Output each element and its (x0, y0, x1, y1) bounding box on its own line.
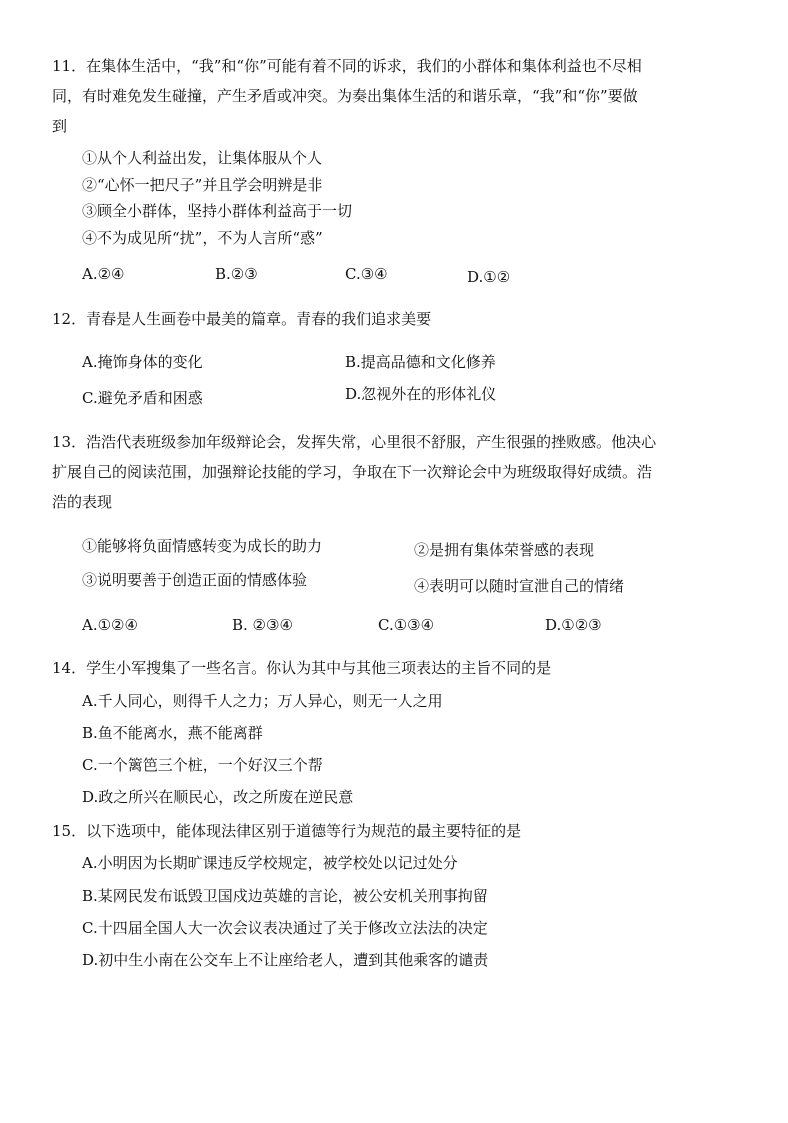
q15-option-b: B.某网民发布诋毁卫国戍边英雄的言论，被公安机关刑事拘留 (82, 887, 488, 905)
q11-option-c: C.③④ (345, 265, 388, 283)
q13-option-d: D.①②③ (545, 616, 602, 634)
q12-option-b: B.提高品德和文化修养 (345, 353, 496, 371)
q12-stem: 12．青春是人生画卷中最美的篇章。青春的我们追求美要 (52, 310, 432, 328)
q13-option-c: C.①③④ (378, 616, 435, 634)
q13-option-b: B. ②③④ (232, 616, 293, 634)
q13-statement-2: ②是拥有集体荣誉感的表现 (414, 541, 595, 559)
q11-stem-line-1: 11．在集体生活中，“我”和“你”可能有着不同的诉求，我们的小群体和集体利益也不尽相 (52, 57, 642, 75)
q11-statement-4: ④不为成见所“扰”，不为人言所“惑” (82, 229, 323, 247)
q14-option-d: D.政之所兴在顺民心，改之所废在逆民意 (82, 788, 354, 806)
q14-option-a: A.千人同心，则得千人之力；万人异心，则无一人之用 (82, 692, 443, 710)
q13-option-a: A.①②④ (82, 616, 138, 634)
q11-statement-1: ①从个人利益出发，让集体服从个人 (82, 149, 323, 167)
q11-statement-3: ③顾全小群体，坚持小群体利益高于一切 (82, 202, 353, 220)
q15-option-a: A.小明因为长期旷课违反学校规定，被学校处以记过处分 (82, 854, 458, 872)
q13-statement-4: ④表明可以随时宣泄自己的情绪 (414, 577, 625, 595)
q11-stem-line-3: 到 (52, 117, 68, 135)
q15-option-d: D.初中生小南在公交车上不让座给老人，遭到其他乘客的谴责 (82, 951, 489, 969)
q14-option-b: B.鱼不能离水，燕不能离群 (82, 724, 263, 742)
q11-option-b: B.②③ (215, 265, 258, 283)
q13-stem-line-3: 浩的表现 (52, 493, 113, 511)
q13-statement-3: ③说明要善于创造正面的情感体验 (82, 571, 308, 589)
q14-stem: 14．学生小军搜集了一些名言。你认为其中与其他三项表达的主旨不同的是 (52, 659, 552, 677)
q12-option-d: D.忽视外在的形体礼仪 (345, 385, 497, 403)
q15-option-c: C.十四届全国人大一次会议表决通过了关于修改立法法的决定 (82, 919, 488, 937)
q12-option-c: C.避免矛盾和困惑 (82, 389, 203, 407)
q11-option-d: D.①② (467, 268, 511, 286)
q13-stem-line-2: 扩展自己的阅读范围，加强辩论技能的学习，争取在下一次辩论会中为班级取得好成绩。浩 (52, 463, 653, 481)
q11-option-a: A.②④ (82, 265, 125, 283)
q15-stem: 15．以下选项中，能体现法律区别于道德等行为规范的最主要特征的是 (52, 822, 522, 840)
q14-option-c: C.一个篱笆三个桩，一个好汉三个帮 (82, 756, 323, 774)
q11-statement-2: ②“心怀一把尺子”并且学会明辨是非 (82, 176, 323, 194)
q13-stem-line-1: 13．浩浩代表班级参加年级辩论会，发挥失常，心里很不舒服，产生很强的挫败感。他决心 (52, 433, 657, 451)
q13-statement-1: ①能够将负面情感转变为成长的助力 (82, 537, 323, 555)
q11-stem-line-2: 同，有时难免发生碰撞，产生矛盾或冲突。为奏出集体生活的和谐乐章，“我”和“你”要做 (52, 87, 638, 105)
q12-option-a: A.掩饰身体的变化 (82, 353, 203, 371)
